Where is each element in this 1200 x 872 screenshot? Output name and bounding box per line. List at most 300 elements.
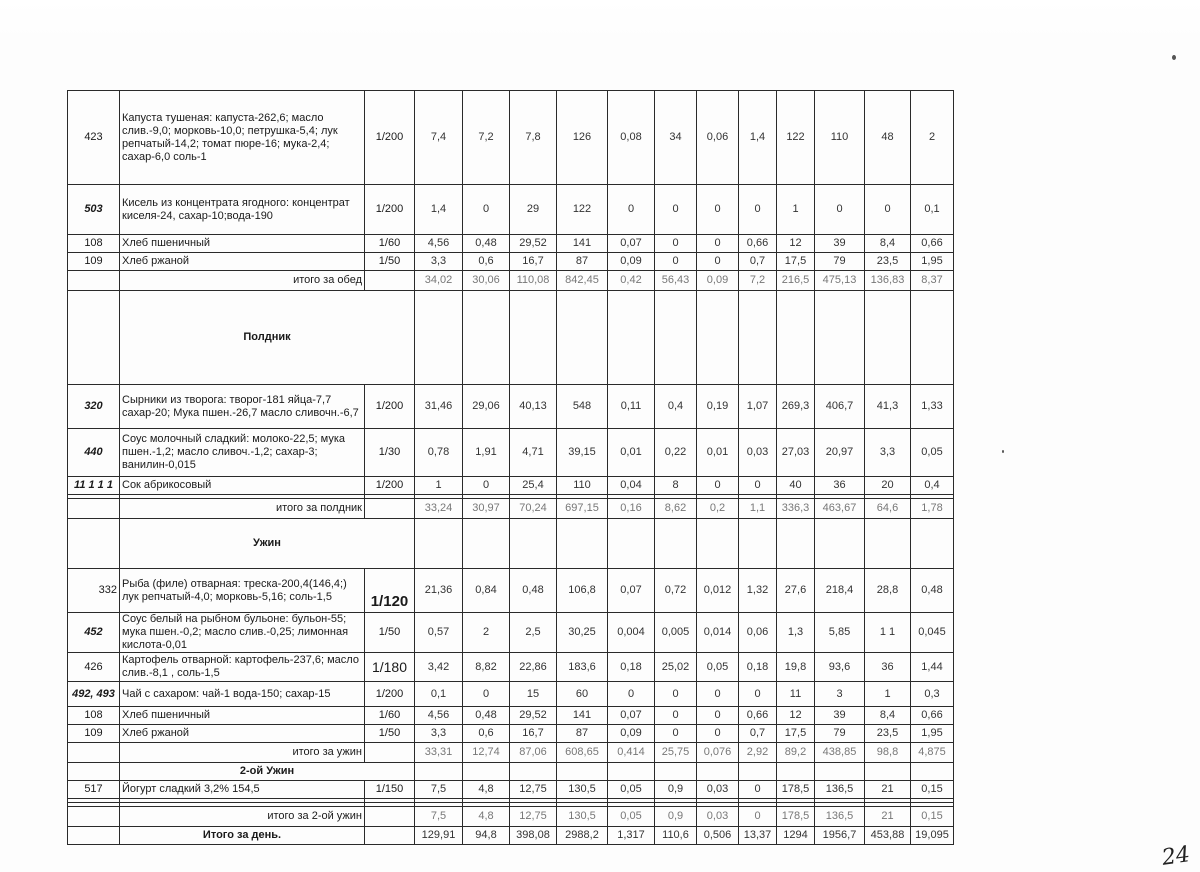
nutrient-value: 12,74 [463,743,510,763]
nutrient-value: 1294 [777,827,815,845]
nutrient-value: 106,8 [557,569,608,613]
nutrient-value: 0,72 [655,569,697,613]
nutrient-value: 0,005 [655,613,697,653]
nutrient-value: 0,84 [463,569,510,613]
nutrient-value: 608,65 [557,743,608,763]
nutrient-value: 0,15 [911,807,954,827]
nutrient-value: 0,506 [697,827,739,845]
nutrient-value: 22,86 [510,653,557,682]
nutrient-value: 1,32 [739,569,777,613]
nutrient-value: 0,05 [608,781,655,799]
nutrient-value: 8,82 [463,653,510,682]
portion-output: 1/150 [365,781,415,799]
dish-name: Хлеб ржаной [120,725,365,743]
dish-name: Капуста тушеная: капуста-262,6; масло слив.-9,0; морковь-10,0; петрушка-5,4; лук репчатый-14,2; томат пюре-16; мука-2,4; сахар-6,0 соль-1 [120,91,365,185]
empty-cell [608,763,655,781]
nutrient-value: 1,4 [415,185,463,235]
empty-cell [415,519,463,569]
nutrient-value: 30,25 [557,613,608,653]
nutrient-value: 30,06 [463,271,510,291]
nutrient-value: 136,83 [865,271,911,291]
nutrient-value: 40,13 [510,385,557,429]
empty-cell [415,291,463,385]
subtotal-label: итого за ужин [120,743,365,763]
dish-row [68,613,954,653]
empty-cell [911,519,954,569]
section-title: 2-ой Ужин [120,763,415,781]
nutrient-value: 0,045 [911,613,954,653]
nutrient-value: 0 [815,185,865,235]
nutrient-value: 28,8 [865,569,911,613]
nutrient-value: 12,75 [510,807,557,827]
scan-speck [1002,450,1004,453]
code-cell-empty [68,827,120,845]
section-row [68,519,954,569]
recipe-code: 109 [68,253,120,271]
nutrient-value: 0,48 [911,569,954,613]
nutrient-value: 8,4 [865,707,911,725]
empty-cell [655,519,697,569]
nutrient-value: 1956,7 [815,827,865,845]
nutrient-value: 0,19 [697,385,739,429]
nutrient-value: 0,06 [739,613,777,653]
nutrient-value: 8,4 [865,235,911,253]
nutrient-value: 1 [865,682,911,707]
nutrient-value: 87,06 [510,743,557,763]
nutrient-value: 29,52 [510,707,557,725]
section-title: Ужин [120,519,415,569]
nutrient-value: 0,11 [608,385,655,429]
code-cell-empty [68,291,120,385]
nutrient-value: 7,8 [510,91,557,185]
nutrient-value: 36 [815,477,865,495]
empty-cell [655,763,697,781]
dish-name: Хлеб пшеничный [120,235,365,253]
nutrient-value: 0 [655,682,697,707]
nutrient-value: 0,18 [608,653,655,682]
nutrient-value: 0,07 [608,235,655,253]
nutrient-value: 36 [865,653,911,682]
nutrient-value: 1,78 [911,499,954,519]
nutrient-value: 122 [777,91,815,185]
recipe-code: 426 [68,653,120,682]
nutrient-value: 27,6 [777,569,815,613]
nutrient-value: 1 1 [865,613,911,653]
nutrient-value: 21,36 [415,569,463,613]
nutrient-value: 0,9 [655,781,697,799]
nutrient-value: 0 [739,477,777,495]
nutrient-value: 0,09 [608,725,655,743]
nutrient-value: 79 [815,725,865,743]
nutrient-value: 20 [865,477,911,495]
recipe-code: 108 [68,235,120,253]
nutrient-value: 11 [777,682,815,707]
recipe-code: 332 [68,569,120,613]
dish-row [68,653,954,682]
nutrient-value: 1,07 [739,385,777,429]
code-cell-empty [68,743,120,763]
nutrient-value: 0,06 [697,91,739,185]
nutrient-value: 0,57 [415,613,463,653]
dish-row [68,235,954,253]
nutrient-value: 93,6 [815,653,865,682]
empty-cell [739,291,777,385]
nutrient-value: 0 [463,185,510,235]
nutrient-value: 16,7 [510,253,557,271]
empty-cell [510,519,557,569]
nutrient-value: 0 [865,185,911,235]
nutrient-value: 0,05 [911,429,954,477]
nutrient-value: 2 [911,91,954,185]
code-cell-empty [68,271,120,291]
nutrient-value: 0,03 [697,781,739,799]
empty-cell [608,291,655,385]
nutrient-value: 70,24 [510,499,557,519]
empty-cell [557,519,608,569]
portion-output: 1/200 [365,385,415,429]
nutrient-value: 842,45 [557,271,608,291]
nutrient-value: 4,71 [510,429,557,477]
nutrient-value: 21 [865,807,911,827]
nutrient-value: 0,7 [739,725,777,743]
subtotal-row [68,271,954,291]
nutrient-value: 3,3 [865,429,911,477]
nutrient-value: 4,8 [463,807,510,827]
recipe-code: 492, 493 [68,682,120,707]
nutrient-value: 0,7 [739,253,777,271]
day-total-row [68,827,954,845]
nutrient-value: 0,66 [739,235,777,253]
nutrient-value: 0,66 [911,235,954,253]
empty-cell [815,763,865,781]
dish-row [68,253,954,271]
nutrient-value: 56,43 [655,271,697,291]
dish-row [68,385,954,429]
nutrient-value: 438,85 [815,743,865,763]
dish-row [68,569,954,613]
output-cell-empty [365,499,415,519]
dish-row [68,725,954,743]
nutrient-value: 2988,2 [557,827,608,845]
nutrient-value: 3,3 [415,725,463,743]
nutrient-value: 8 [655,477,697,495]
nutrient-value: 0,3 [911,682,954,707]
nutrient-value: 130,5 [557,807,608,827]
nutrient-value: 0,6 [463,253,510,271]
nutrient-value: 40 [777,477,815,495]
nutrient-value: 1,33 [911,385,954,429]
nutrient-value: 0,076 [697,743,739,763]
nutrient-value: 1,44 [911,653,954,682]
nutrient-value: 25,75 [655,743,697,763]
scan-speck [1172,55,1176,60]
nutrient-value: 39 [815,235,865,253]
code-cell-empty [68,519,120,569]
nutrient-value: 0,2 [697,499,739,519]
nutrient-value: 0,48 [510,569,557,613]
nutrient-value: 0 [739,781,777,799]
dish-row [68,781,954,799]
portion-output: 1/50 [365,725,415,743]
nutrient-value: 130,5 [557,781,608,799]
section-row [68,291,954,385]
dish-name: Чай с сахаром: чай-1 вода-150; сахар-15 [120,682,365,707]
empty-cell [865,519,911,569]
nutrient-value: 463,67 [815,499,865,519]
dish-name: Соус молочный сладкий: молоко-22,5; мука пшен.-1,2; масло сливоч.-1,2; сахар-3; ванилин-0,015 [120,429,365,477]
recipe-code: 423 [68,91,120,185]
nutrient-value: 110 [557,477,608,495]
nutrient-value: 1 [777,185,815,235]
subtotal-row [68,499,954,519]
portion-output: 1/50 [365,253,415,271]
recipe-code: 320 [68,385,120,429]
nutrient-value: 0 [697,682,739,707]
section-title: Полдник [120,291,415,385]
nutrient-value: 129,91 [415,827,463,845]
nutrient-value: 2,5 [510,613,557,653]
empty-cell [697,291,739,385]
nutrient-value: 0 [655,725,697,743]
nutrient-value: 27,03 [777,429,815,477]
portion-output: 1/60 [365,707,415,725]
day-total-label: Итого за день. [120,827,365,845]
empty-cell [739,763,777,781]
nutrient-value: 29,52 [510,235,557,253]
nutrient-value: 29,06 [463,385,510,429]
nutrient-value: 0 [697,477,739,495]
nutrient-value: 0,6 [463,725,510,743]
nutrient-value: 0,03 [697,807,739,827]
nutrient-value: 0,48 [463,707,510,725]
code-cell-empty [68,807,120,827]
dish-row [68,682,954,707]
nutrient-value: 3 [815,682,865,707]
empty-cell [865,291,911,385]
nutrient-value: 0 [697,185,739,235]
nutrient-value: 7,2 [739,271,777,291]
empty-cell [557,763,608,781]
nutrient-value: 64,6 [865,499,911,519]
nutrient-value: 0 [655,235,697,253]
nutrient-value: 475,13 [815,271,865,291]
nutrient-value: 0,004 [608,613,655,653]
nutrient-value: 0,414 [608,743,655,763]
nutrient-value: 7,5 [415,807,463,827]
empty-cell [463,763,510,781]
nutrient-value: 4,8 [463,781,510,799]
nutrient-value: 48 [865,91,911,185]
empty-cell [510,291,557,385]
dish-row [68,429,954,477]
nutrient-value: 23,5 [865,253,911,271]
nutrient-value: 17,5 [777,253,815,271]
portion-output: 1/180 [365,653,415,682]
nutrient-value: 0,78 [415,429,463,477]
portion-output: 1/120 [365,569,415,613]
nutrient-value: 0,09 [608,253,655,271]
empty-cell [865,763,911,781]
nutrient-value: 0 [697,707,739,725]
nutrient-value: 0,04 [608,477,655,495]
nutrient-value: 79 [815,253,865,271]
empty-cell [608,519,655,569]
empty-cell [415,763,463,781]
subtotal-label: итого за 2-ой ужин [120,807,365,827]
nutrient-value: 3,42 [415,653,463,682]
empty-cell [777,763,815,781]
nutrient-value: 697,15 [557,499,608,519]
scan-edge [0,0,1200,40]
nutrient-value: 7,2 [463,91,510,185]
code-cell-empty [68,499,120,519]
nutrient-value: 1,91 [463,429,510,477]
nutrient-value: 0,08 [608,91,655,185]
recipe-code: 440 [68,429,120,477]
page-number: 24 [1160,842,1192,871]
nutrient-value: 2,92 [739,743,777,763]
subtotal-label: итого за обед [120,271,365,291]
nutrient-value: 0,07 [608,569,655,613]
nutrient-value: 0 [739,185,777,235]
dish-row [68,185,954,235]
nutrient-value: 12,75 [510,781,557,799]
nutrient-value: 33,31 [415,743,463,763]
output-cell-empty [365,827,415,845]
empty-cell [739,519,777,569]
nutrient-value: 0,48 [463,235,510,253]
recipe-code: 108 [68,707,120,725]
nutrient-value: 0 [739,807,777,827]
nutrient-value: 269,3 [777,385,815,429]
subtotal-row [68,807,954,827]
nutrient-value: 0,01 [608,429,655,477]
nutrient-value: 21 [865,781,911,799]
nutrient-value: 0,05 [697,653,739,682]
nutrient-value: 87 [557,725,608,743]
empty-cell [463,291,510,385]
nutrient-value: 30,97 [463,499,510,519]
nutrient-value: 178,5 [777,807,815,827]
recipe-code: 503 [68,185,120,235]
nutrient-value: 7,5 [415,781,463,799]
empty-cell [697,519,739,569]
portion-output: 1/200 [365,91,415,185]
nutrient-value: 4,56 [415,707,463,725]
nutrient-value: 1,1 [739,499,777,519]
nutrient-value: 336,3 [777,499,815,519]
nutrient-value: 33,24 [415,499,463,519]
nutrient-value: 218,4 [815,569,865,613]
nutrient-value: 7,4 [415,91,463,185]
nutrient-value: 19,8 [777,653,815,682]
portion-output: 1/60 [365,235,415,253]
nutrient-value: 0 [463,682,510,707]
output-cell-empty [365,807,415,827]
nutrient-value: 0,42 [608,271,655,291]
code-cell-empty [68,763,120,781]
nutrient-value: 0,09 [697,271,739,291]
nutrient-value: 141 [557,707,608,725]
nutrient-value: 34 [655,91,697,185]
empty-cell [510,763,557,781]
nutrient-value: 0,4 [911,477,954,495]
nutrient-value: 183,6 [557,653,608,682]
nutrient-value: 178,5 [777,781,815,799]
nutrient-value: 41,3 [865,385,911,429]
nutrient-value: 94,8 [463,827,510,845]
empty-cell [655,291,697,385]
empty-cell [911,763,954,781]
empty-cell [815,291,865,385]
dish-row [68,707,954,725]
nutrient-value: 1 [415,477,463,495]
dish-name: Рыба (филе) отварная: треска-200,4(146,4;) лук репчатый-4,0; морковь-5,16; соль-1,5 [120,569,365,613]
nutrient-value: 141 [557,235,608,253]
output-cell-empty [365,743,415,763]
nutrient-value: 0 [697,253,739,271]
recipe-code: 517 [68,781,120,799]
nutrient-value: 122 [557,185,608,235]
nutrient-value: 15 [510,682,557,707]
subtotal-row [68,743,954,763]
nutrient-value: 110,08 [510,271,557,291]
nutrient-value: 8,62 [655,499,697,519]
nutrient-value: 0,18 [739,653,777,682]
empty-cell [777,519,815,569]
nutrient-value: 0,05 [608,807,655,827]
nutrient-value: 98,8 [865,743,911,763]
dish-name: Картофель отварной: картофель-237,6; масло слив.-8,1 , соль-1,5 [120,653,365,682]
nutrient-value: 4,875 [911,743,954,763]
nutrient-value: 25,4 [510,477,557,495]
nutrient-value: 0 [739,682,777,707]
nutrient-value: 0,16 [608,499,655,519]
nutrient-value: 0,9 [655,807,697,827]
nutrient-value: 8,37 [911,271,954,291]
nutrient-value: 0,66 [911,707,954,725]
nutrient-value: 19,095 [911,827,954,845]
nutrient-value: 12 [777,707,815,725]
nutrient-value: 34,02 [415,271,463,291]
dish-row [68,477,954,495]
nutrient-value: 0 [697,725,739,743]
nutrient-value: 0,03 [739,429,777,477]
nutrient-value: 136,5 [815,807,865,827]
nutrient-value: 16,7 [510,725,557,743]
portion-output: 1/200 [365,477,415,495]
nutrient-value: 5,85 [815,613,865,653]
nutrient-value: 12 [777,235,815,253]
dish-name: Хлеб ржаной [120,253,365,271]
nutrient-value: 398,08 [510,827,557,845]
recipe-code: 109 [68,725,120,743]
nutrient-value: 0,22 [655,429,697,477]
nutrient-value: 3,3 [415,253,463,271]
nutrient-value: 0,4 [655,385,697,429]
nutrient-value: 1,4 [739,91,777,185]
nutrient-value: 0,07 [608,707,655,725]
nutrient-value: 0 [655,185,697,235]
nutrient-value: 1,317 [608,827,655,845]
empty-cell [777,291,815,385]
nutrient-value: 406,7 [815,385,865,429]
dish-name: Сок абрикосовый [120,477,365,495]
dish-name: Кисель из концентрата ягодного: концентрат киселя-24, сахар-10;вода-190 [120,185,365,235]
recipe-code: 11 1 1 1 [68,477,120,495]
nutrient-value: 548 [557,385,608,429]
nutrient-value: 1,3 [777,613,815,653]
